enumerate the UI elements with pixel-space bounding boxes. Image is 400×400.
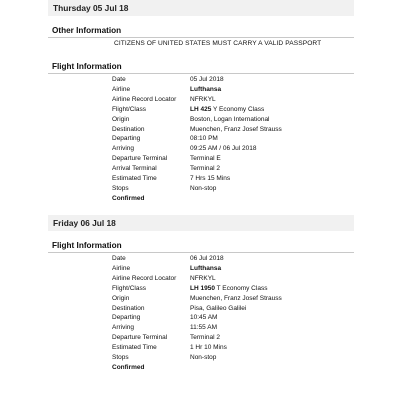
flight-number: LH 425 xyxy=(190,105,212,113)
row-label: Arrival Terminal xyxy=(112,165,157,173)
row-label: Departing xyxy=(112,314,141,322)
flight-class-value xyxy=(190,284,267,293)
table-row xyxy=(112,254,352,263)
day-header-friday xyxy=(48,215,354,231)
row-value: 11:55 AM xyxy=(190,324,217,332)
table-row xyxy=(112,154,352,163)
passport-notice: CITIZENS OF UNITED STATES MUST CARRY A VALID PASSPORT xyxy=(114,40,322,47)
row-value: 09:25 AM / 06 Jul 2018 xyxy=(190,145,257,153)
table-row xyxy=(112,125,352,134)
table-row xyxy=(112,115,352,124)
row-value: Terminal E xyxy=(190,155,221,163)
row-label: Estimated Time xyxy=(112,344,157,352)
airline-value: Lufthansa xyxy=(190,85,222,93)
row-value: Muenchen, Franz Josef Strauss xyxy=(190,125,282,133)
table-row xyxy=(112,343,352,352)
table-row xyxy=(112,194,352,203)
table-row xyxy=(112,95,352,104)
row-value: 7 Hrs 15 Mins xyxy=(190,175,231,182)
table-row xyxy=(112,134,352,143)
table-row xyxy=(112,144,352,153)
table-row xyxy=(112,274,352,283)
class-text: Y Economy Class xyxy=(211,105,265,113)
row-value: NFRKYL xyxy=(190,274,216,282)
table-row xyxy=(112,333,352,342)
table-row xyxy=(112,363,352,372)
section-divider xyxy=(48,73,354,74)
row-value: 06 Jul 2018 xyxy=(190,255,224,262)
confirmed-status: Confirmed xyxy=(112,363,145,371)
section-divider xyxy=(48,252,354,253)
row-value: 1 Hr 10 Mins xyxy=(190,344,227,352)
table-row xyxy=(112,304,352,313)
row-value: Terminal 2 xyxy=(190,334,220,342)
row-label: Date xyxy=(112,255,126,262)
row-label: Stops xyxy=(112,184,129,192)
row-value: Boston, Logan International xyxy=(190,115,270,123)
table-row xyxy=(112,105,352,114)
row-label: Destination xyxy=(112,304,145,312)
row-value: NFRKYL xyxy=(190,95,216,103)
row-value: 10:45 AM xyxy=(190,314,218,322)
class-text: T Economy Class xyxy=(214,284,268,292)
row-label: Arriving xyxy=(112,145,135,153)
row-label: Airline Record Locator xyxy=(112,95,177,103)
flight-class-value xyxy=(190,105,264,114)
row-label: Arriving xyxy=(112,324,135,332)
row-value: 08:10 PM xyxy=(190,135,218,143)
row-label: Departure Terminal xyxy=(112,334,168,342)
table-row xyxy=(112,264,352,273)
table-row xyxy=(112,85,352,94)
table-row xyxy=(112,323,352,332)
row-label: Date xyxy=(112,76,126,83)
day-header-text: Friday 06 Jul 18 xyxy=(53,218,116,228)
confirmed-status: Confirmed xyxy=(112,194,145,202)
flight-information-title: Flight Information xyxy=(52,62,122,71)
row-label: Stops xyxy=(112,354,129,361)
table-row xyxy=(112,174,352,183)
row-value: Terminal 2 xyxy=(190,165,220,173)
row-label: Estimated Time xyxy=(112,175,157,182)
table-row xyxy=(112,75,352,84)
row-label: Origin xyxy=(112,115,130,123)
row-label: Departing xyxy=(112,135,141,143)
row-value: Non-stop xyxy=(190,184,217,192)
day-header-thursday xyxy=(48,0,354,16)
table-row xyxy=(112,164,352,173)
section-divider xyxy=(48,37,354,38)
row-value: Non-stop xyxy=(190,354,217,361)
table-row xyxy=(112,184,352,193)
row-value: Pisa, Galileo Galilei xyxy=(190,304,247,312)
table-row xyxy=(112,284,352,293)
row-value: 05 Jul 2018 xyxy=(190,76,224,83)
table-row xyxy=(112,313,352,322)
airline-value: Lufthansa xyxy=(190,264,222,272)
day-header-text: Thursday 05 Jul 18 xyxy=(53,3,129,13)
table-row xyxy=(112,294,352,303)
row-value: Muenchen, Franz Josef Strauss xyxy=(190,294,282,302)
other-information-title: Other Information xyxy=(52,26,122,35)
table-row xyxy=(112,353,352,362)
row-label: Airline Record Locator xyxy=(112,274,177,282)
row-label: Flight/Class xyxy=(112,284,146,292)
row-label: Airline xyxy=(112,85,131,93)
flight-number: LH 1950 xyxy=(190,284,215,292)
row-label: Origin xyxy=(112,294,130,302)
row-label: Flight/Class xyxy=(112,105,146,113)
row-label: Departure Terminal xyxy=(112,155,168,163)
flight-information-title: Flight Information xyxy=(52,241,122,250)
row-label: Destination xyxy=(112,125,145,133)
row-label: Airline xyxy=(112,264,131,272)
